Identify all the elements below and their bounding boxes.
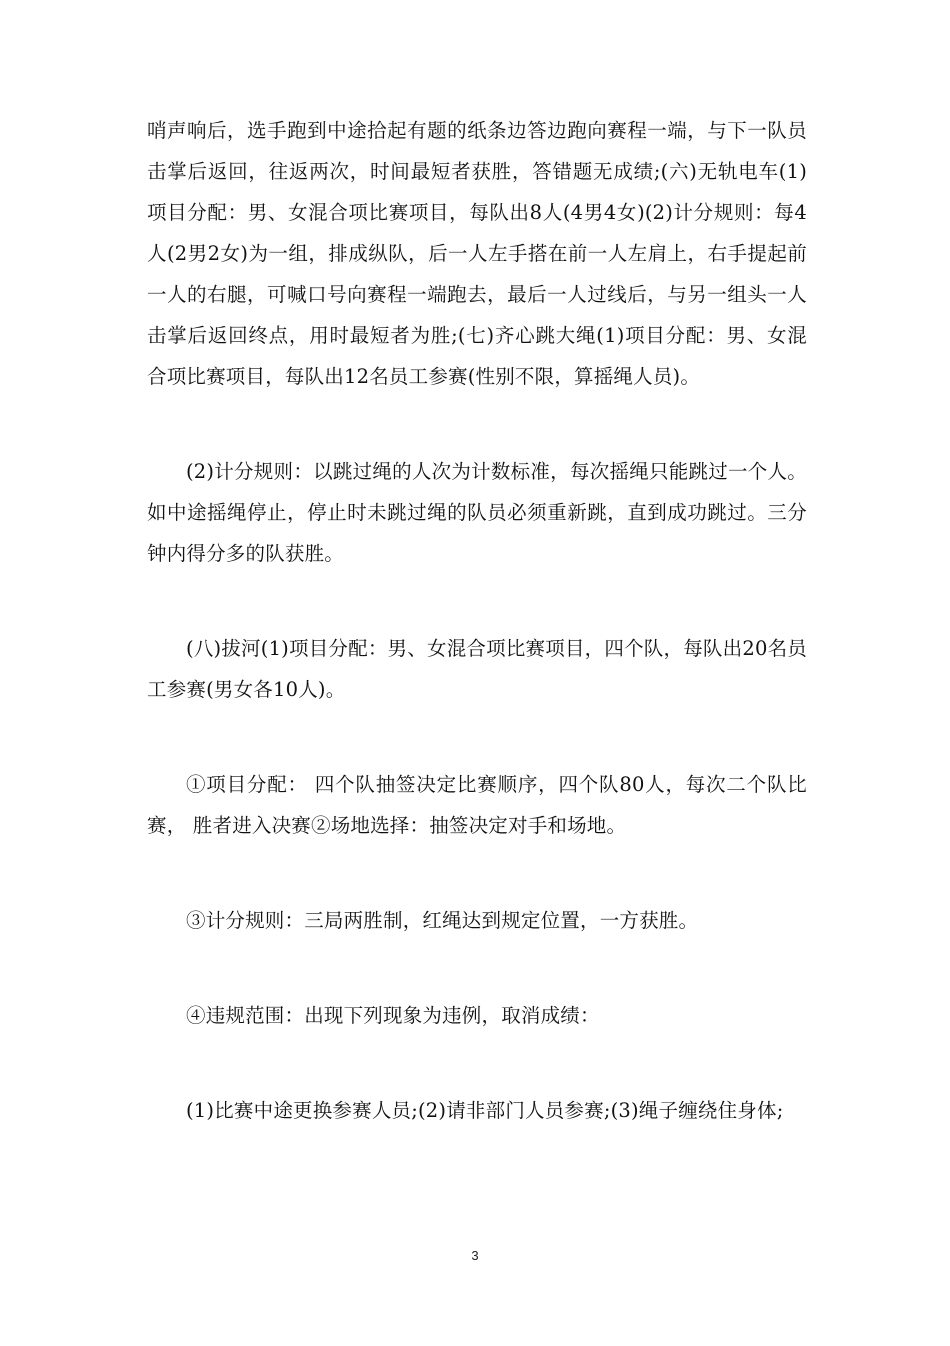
paragraph-tug-of-war: (八)拔河(1)项目分配：男、女混合项比赛项目，四个队，每队出20名员工参赛(男女各10人)。 [147,637,807,701]
paragraph-violation-list: (1)比赛中途更换参赛人员;(2)请非部门人员参赛;(3)绳子缠绕住身体; [186,1099,784,1122]
paragraph-rope-scoring: (2)计分规则：以跳过绳的人次为计数标准，每次摇绳只能跳过一个人。如中途摇绳停止，停止时未跳过绳的队员必须重新跳，直到成功跳过。三分钟内得分多的队获胜。 [147,460,807,565]
paragraph-relay-trolley-rope: 哨声响后，选手跑到中途拾起有题的纸条边答边跑向赛程一端，与下一队员击掌后返回，往返两次，时间最短者获胜，答错题无成绩;(六)无轨电车(1)项目分配：男、女混合项比赛项目，每队出8人(4男4女)(2)计分规则：每4人(2男2女)为一组，排成纵队，后一人左手搭在前一人左肩上，右手提起前一人的右腿，可喊口号向赛程一端跑去，最后一人过线后，与另一组头一人击掌后返回终点，用时最短者为胜;(七)齐心跳大绳(1)项目分配：男、女混合项比赛项目，每队出12名员工参赛(性别不限，算摇绳人员)。 [147,119,807,388]
page-number: 3 [471,1248,479,1263]
paragraph-violation-range: ④违规范围：出现下列现象为违例，取消成绩： [186,1004,600,1027]
paragraph-allocation: ①项目分配： 四个队抽签决定比赛顺序，四个队80人，每次二个队比赛， 胜者进入决赛②场地选择：抽签决定对手和场地。 [147,773,807,837]
document-body [147,110,807,1131]
paragraph-scoring-rules: ③计分规则：三局两胜制，红绳达到规定位置，一方获胜。 [186,909,699,932]
